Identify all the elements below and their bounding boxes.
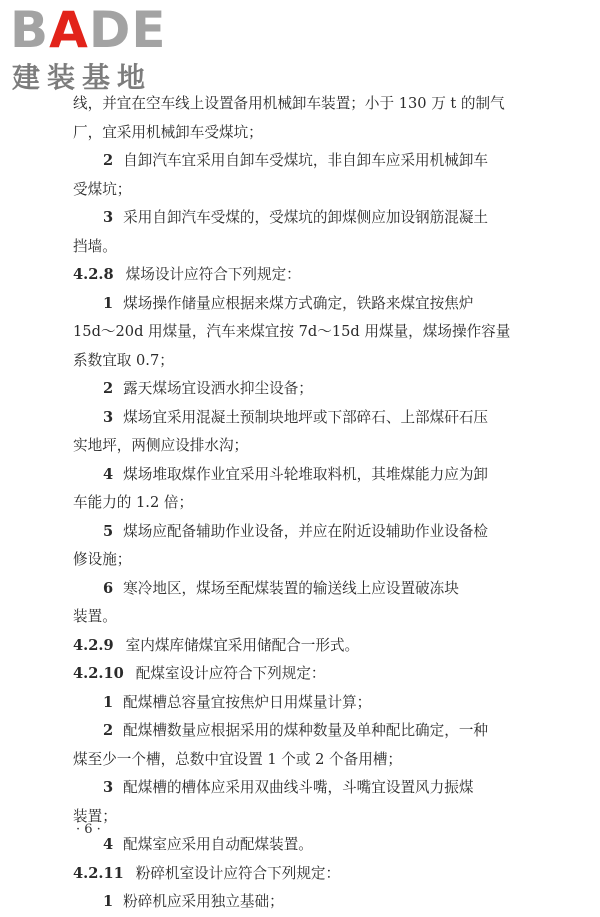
- line-text: 配煤室设计应符合下列规定：: [135, 665, 326, 682]
- line-text: 配煤槽的槽体应采用双曲线斗嘴，斗嘴宜设置风力振煤: [123, 779, 474, 796]
- item-number: 2: [103, 380, 114, 397]
- text-line: [73, 461, 539, 490]
- document-body: [73, 90, 539, 917]
- line-text: 煤至少一个槽，总数中宜设置 1 个或 2 个备用槽；: [73, 750, 403, 768]
- item-number: 4: [103, 465, 114, 483]
- text-line: [73, 404, 539, 433]
- line-text: 配煤槽数量应根据采用的煤种数量及单种配比确定，一种: [123, 722, 489, 739]
- text-line: [73, 717, 539, 746]
- text-line: [73, 774, 539, 803]
- text-line: [73, 176, 539, 205]
- logo-wordmark-suffix: DE: [88, 1, 167, 59]
- line-text: 受煤坑；: [73, 180, 132, 198]
- page-number: · 6 ·: [76, 822, 101, 837]
- line-text: 露天煤场宜设洒水抑尘设备；: [123, 380, 313, 397]
- text-line: [73, 575, 539, 604]
- text-line: [73, 546, 539, 575]
- line-text: 厂，宜采用机械卸车受煤坑；: [73, 123, 263, 141]
- line-text: 装置；: [73, 807, 117, 825]
- text-line: [73, 375, 539, 404]
- line-text: 系数宜取 0.7；: [73, 351, 174, 369]
- logo-wordmark: [10, 2, 167, 58]
- clause-heading: [73, 632, 539, 661]
- text-line: [73, 489, 539, 518]
- line-text: 修设施；: [73, 551, 132, 568]
- text-line: [73, 831, 539, 860]
- line-text: 室内煤库储煤宜采用储配合一形式。: [125, 636, 360, 654]
- section-number: 4.2.8: [73, 266, 114, 283]
- item-number: 4: [103, 836, 114, 853]
- brand-logo: [10, 2, 180, 92]
- section-number: 4.2.11: [73, 864, 124, 882]
- item-number: 2: [103, 722, 114, 739]
- line-text: 挡墙。: [73, 237, 117, 255]
- logo-subtitle: 建装基地: [12, 61, 153, 94]
- line-text: 装置。: [73, 608, 117, 625]
- item-number: 2: [103, 152, 114, 169]
- line-text: 实地坪，两侧应设排水沟；: [73, 437, 249, 454]
- text-line: [73, 746, 539, 775]
- line-text: 粉碎机室设计应符合下列规定：: [135, 864, 341, 882]
- text-line: [73, 147, 539, 176]
- item-number: 5: [103, 522, 114, 540]
- line-text: 寒冷地区，煤场至配煤装置的输送线上应设置破冻块: [123, 579, 459, 597]
- line-text: 配煤槽总容量宜按焦炉日用煤量计算；: [123, 693, 372, 711]
- line-text: 煤场宜采用混凝土预制块地坪或下部碎石、上部煤矸石压: [123, 408, 489, 426]
- line-text: 粉碎机应采用独立基础；: [123, 893, 284, 910]
- section-number: 4.2.10: [73, 665, 124, 682]
- text-line: [73, 689, 539, 718]
- text-line: [73, 204, 539, 233]
- line-text: 15d～20d 用煤量，汽车来煤宜按 7d～15d 用煤量，煤场操作容量: [73, 323, 511, 340]
- text-line: [73, 119, 539, 148]
- line-text: 煤场设计应符合下列规定：: [125, 266, 301, 283]
- item-number: 3: [103, 209, 114, 226]
- item-number: 1: [103, 693, 114, 711]
- item-number: 6: [103, 579, 114, 597]
- text-line: [73, 90, 539, 119]
- text-line: [73, 290, 539, 319]
- line-text: 采用自卸汽车受煤的，受煤坑的卸煤侧应加设钢筋混凝土: [123, 209, 489, 226]
- text-line: [73, 803, 539, 832]
- logo-wordmark-prefix: B: [10, 1, 50, 59]
- item-number: 1: [103, 294, 114, 312]
- line-text: 煤场操作储量应根据来煤方式确定，铁路来煤宜按焦炉: [123, 294, 474, 312]
- item-number: 3: [103, 408, 114, 426]
- text-line: [73, 432, 539, 461]
- line-text: 煤场堆取煤作业宜采用斗轮堆取料机，其堆煤能力应为卸: [123, 465, 489, 483]
- clause-heading: [73, 660, 539, 689]
- text-line: [73, 888, 539, 917]
- line-text: 自卸汽车宜采用自卸车受煤坑，非自卸车应采用机械卸车: [123, 152, 489, 169]
- section-number: 4.2.9: [73, 636, 114, 654]
- text-line: [73, 518, 539, 547]
- text-line: [73, 318, 539, 347]
- item-number: 1: [103, 893, 114, 910]
- item-number: 3: [103, 779, 114, 796]
- line-text: 车能力的 1.2 倍；: [73, 494, 194, 511]
- text-line: [73, 347, 539, 376]
- line-text: 煤场应配备辅助作业设备，并应在附近设辅助作业设备检: [123, 522, 489, 540]
- text-line: [73, 603, 539, 632]
- line-text: 配煤室应采用自动配煤装置。: [123, 836, 313, 853]
- text-line: [73, 233, 539, 262]
- clause-heading: [73, 261, 539, 290]
- clause-heading: [73, 860, 539, 889]
- line-text: 线，并宜在空车线上设置备用机械卸车装置；小于 130 万 t 的制气: [73, 95, 505, 112]
- logo-wordmark-accent: A: [49, 1, 89, 59]
